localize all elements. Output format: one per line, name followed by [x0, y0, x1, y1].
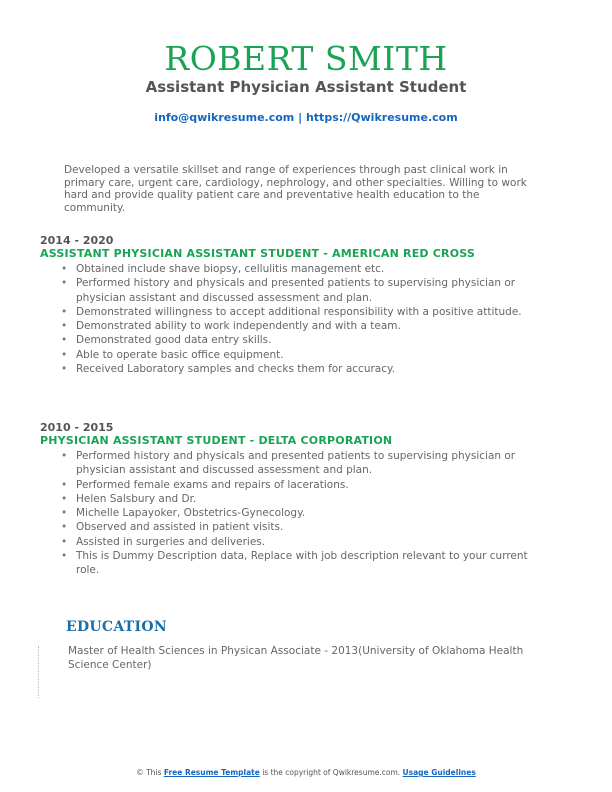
job-dates: 2010 - 2015 [40, 421, 114, 434]
education-divider [38, 646, 39, 698]
website-link[interactable]: https://Qwikresume.com [305, 111, 458, 124]
summary-paragraph: Developed a versatile skillset and range of experiences through past clinical work in primary care, urgent care, cardiology, nephrology, and other specialties. Willing to work hard and provide quality patient care and preventative health education to the community. [64, 164, 527, 214]
job-bullet: • Michelle Lapayoker, Obstetrics-Gynecology. [76, 506, 530, 520]
job-bullet-list [40, 262, 530, 376]
footer-prefix: © This [136, 768, 164, 777]
job-bullet: • Demonstrated ability to work independently and with a team. [76, 319, 530, 333]
education-entry: Master of Health Sciences in Physican Associate - 2013(University of Oklahoma Health Science Center) [68, 645, 524, 671]
experience-entry [40, 234, 530, 376]
job-dates: 2014 - 2020 [40, 234, 114, 247]
usage-guidelines-link[interactable]: Usage Guidelines [402, 768, 476, 777]
job-bullet: • Performed female exams and repairs of lacerations. [76, 478, 530, 492]
job-title: PHYSICIAN ASSISTANT STUDENT - DELTA CORPORATION [40, 434, 393, 447]
education-heading: EDUCATION [66, 619, 167, 635]
job-bullet: • Demonstrated good data entry skills. [76, 333, 530, 347]
job-bullet: • Assisted in surgeries and deliveries. [76, 535, 530, 549]
copyright-footer [0, 768, 612, 778]
contact-line [0, 111, 612, 125]
job-bullet: • Obtained include shave biopsy, cellulitis management etc. [76, 262, 530, 276]
job-bullet: • Able to operate basic office equipment. [76, 348, 530, 362]
job-bullet: • Performed history and physicals and presented patients to supervising physician or physician assistant and discussed assessment and plan. [76, 449, 530, 478]
job-bullet: • Helen Salsbury and Dr. [76, 492, 530, 506]
candidate-title: Assistant Physician Assistant Student [145, 78, 467, 96]
email-link[interactable]: info@qwikresume.com [154, 111, 295, 124]
job-bullet: • Demonstrated willingness to accept additional responsibility with a positive attitude. [76, 305, 530, 319]
job-title: ASSISTANT PHYSICIAN ASSISTANT STUDENT - AMERICAN RED CROSS [40, 247, 476, 260]
contact-separator: | [294, 111, 306, 124]
footer-middle: is the copyright of Qwikresume.com. [259, 768, 403, 777]
experience-entry [40, 421, 530, 578]
job-bullet: • Performed history and physicals and presented patients to supervising physician or physician assistant and discussed assessment and plan. [76, 276, 530, 305]
job-bullet: • Observed and assisted in patient visits. [76, 520, 530, 534]
candidate-name: ROBERT SMITH [164, 39, 448, 78]
job-bullet: • This is Dummy Description data, Replace with job description relevant to your current role. [76, 549, 530, 578]
free-resume-template-link[interactable]: Free Resume Template [163, 768, 260, 777]
job-bullet-list [40, 449, 530, 578]
job-bullet: • Received Laboratory samples and checks them for accuracy. [76, 362, 530, 376]
